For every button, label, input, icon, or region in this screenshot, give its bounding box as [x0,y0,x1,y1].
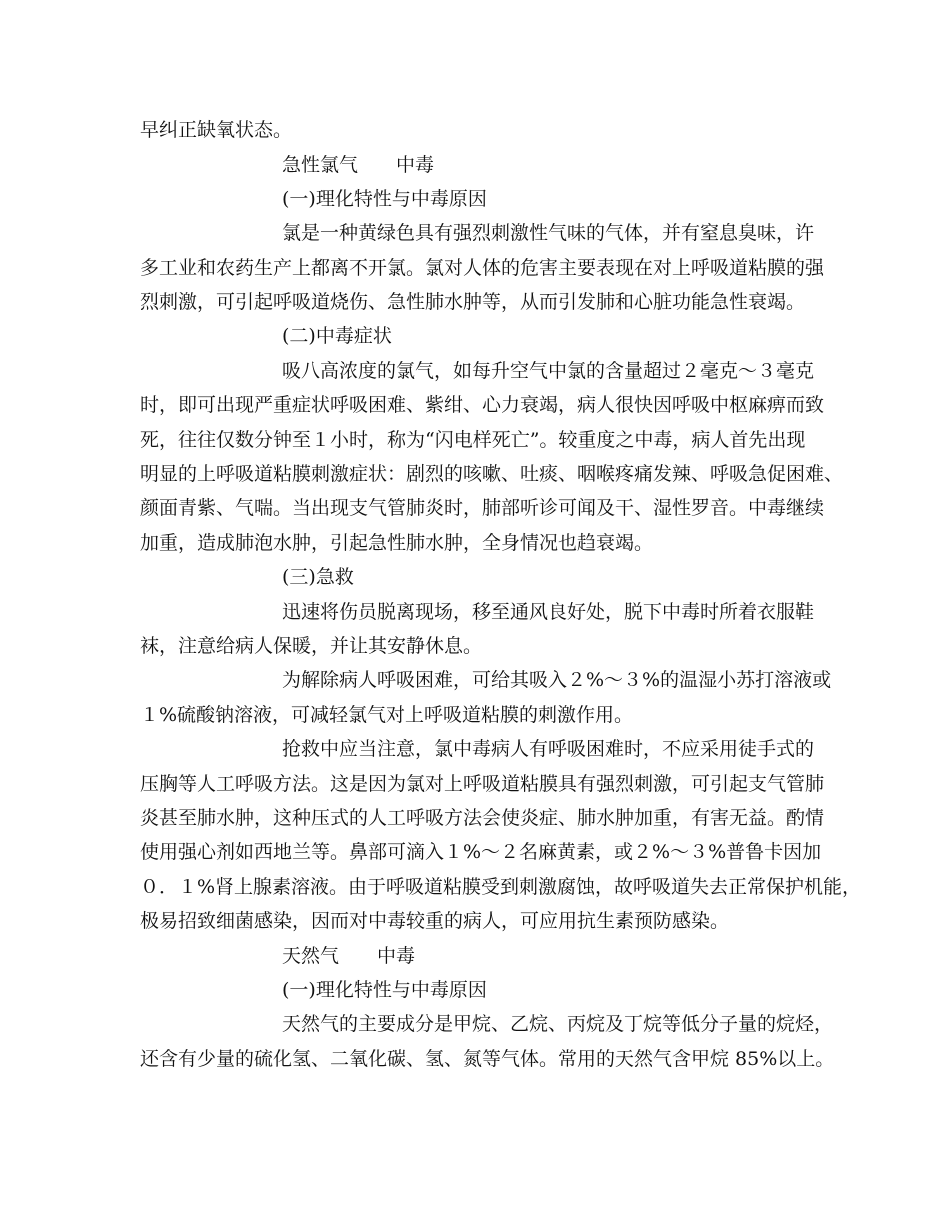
paragraph-line: 压胸等人工呼吸方法。这是因为氯对上呼吸道粘膜具有强烈刺激，可引起支气管肺 [140,773,825,795]
paragraph-line: 颜面青紫、气喘。当出现支气管肺炎时，肺部听诊可闻及干、湿性罗音。中毒继续 [140,497,825,519]
paragraph-line: １%硫酸钠溶液，可减轻氯气对上呼吸道粘膜的刺激作用。 [140,704,634,726]
paragraph-line: 氯是一种黄绿色具有强烈刺激性气味的气体，并有窒息臭味，许 [282,222,815,244]
paragraph-line: 炎甚至肺水肿，这种压式的人工呼吸方法会使炎症、肺水肿加重，有害无益。酌情 [140,807,825,829]
subsection-heading: (一)理化特性与中毒原因 [282,979,487,1001]
paragraph-line: 吸八高浓度的氯气，如每升空气中氯的含量超过２毫克～３毫克 [282,360,815,382]
paragraph-line: 加重，造成肺泡水肿，引起急性肺水肿，全身情况也趋衰竭。 [140,532,654,554]
paragraph-line: 为解除病人呼吸困难，可给其吸入２%～３%的温湿小苏打溶液或 [282,669,832,691]
paragraph-line: 极易招致细菌感染，因而对中毒较重的病人，可应用抗生素预防感染。 [140,910,730,932]
paragraph-line: 抢救中应当注意，氯中毒病人有呼吸困难时，不应采用徒手式的 [282,738,815,760]
text-line: 早纠正缺氧状态。 [140,119,293,141]
paragraph-line: 还含有少量的硫化氢、二氧化碳、氢、氮等气体。常用的天然气含甲烷 85%以上。 [140,1048,835,1070]
paragraph-line: 迅速将伤员脱离现场，移至通风良好处，脱下中毒时所着衣服鞋 [282,601,815,623]
paragraph-line: 时，即可出现严重症状呼吸困难、紫绀、心力衰竭，病人很快因呼吸中枢麻痹而致 [140,394,825,416]
section-heading: 天然气 中毒 [282,945,416,967]
subsection-heading: (三)急救 [282,566,354,588]
paragraph-line: 袜，注意给病人保暖，并让其安静休息。 [140,635,483,657]
paragraph-line: 烈刺激，可引起呼吸道烧伤、急性肺水肿等，从而引发肺和心脏功能急性衰竭。 [140,291,806,313]
paragraph-line: 天然气的主要成分是甲烷、乙烷、丙烷及丁烷等低分子量的烷烃， [282,1013,834,1035]
section-heading: 急性氯气 中毒 [282,154,435,176]
subsection-heading: (一)理化特性与中毒原因 [282,188,487,210]
paragraph-line: 多工业和农药生产上都离不开氯。氯对人体的危害主要表现在对上呼吸道粘膜的强 [140,257,825,279]
paragraph-line: 明显的上呼吸道粘膜刺激症状：剧烈的咳嗽、吐痰、咽喉疼痛发辣、呼吸急促困难、 [140,463,844,485]
subsection-heading: (二)中毒症状 [282,325,392,347]
paragraph-line: 使用强心剂如西地兰等。鼻部可滴入１%～２名麻黄素，或２%～３%普鲁卡因加 [140,841,822,863]
paragraph-line: ０．１%肾上腺素溶液。由于呼吸道粘膜受到刺激腐蚀，故呼吸道失去正常保护机能， [140,876,862,898]
paragraph-line: 死，往往仅数分钟至１小时，称为“闪电样死亡”。较重度之中毒，病人首先出现 [140,429,806,451]
